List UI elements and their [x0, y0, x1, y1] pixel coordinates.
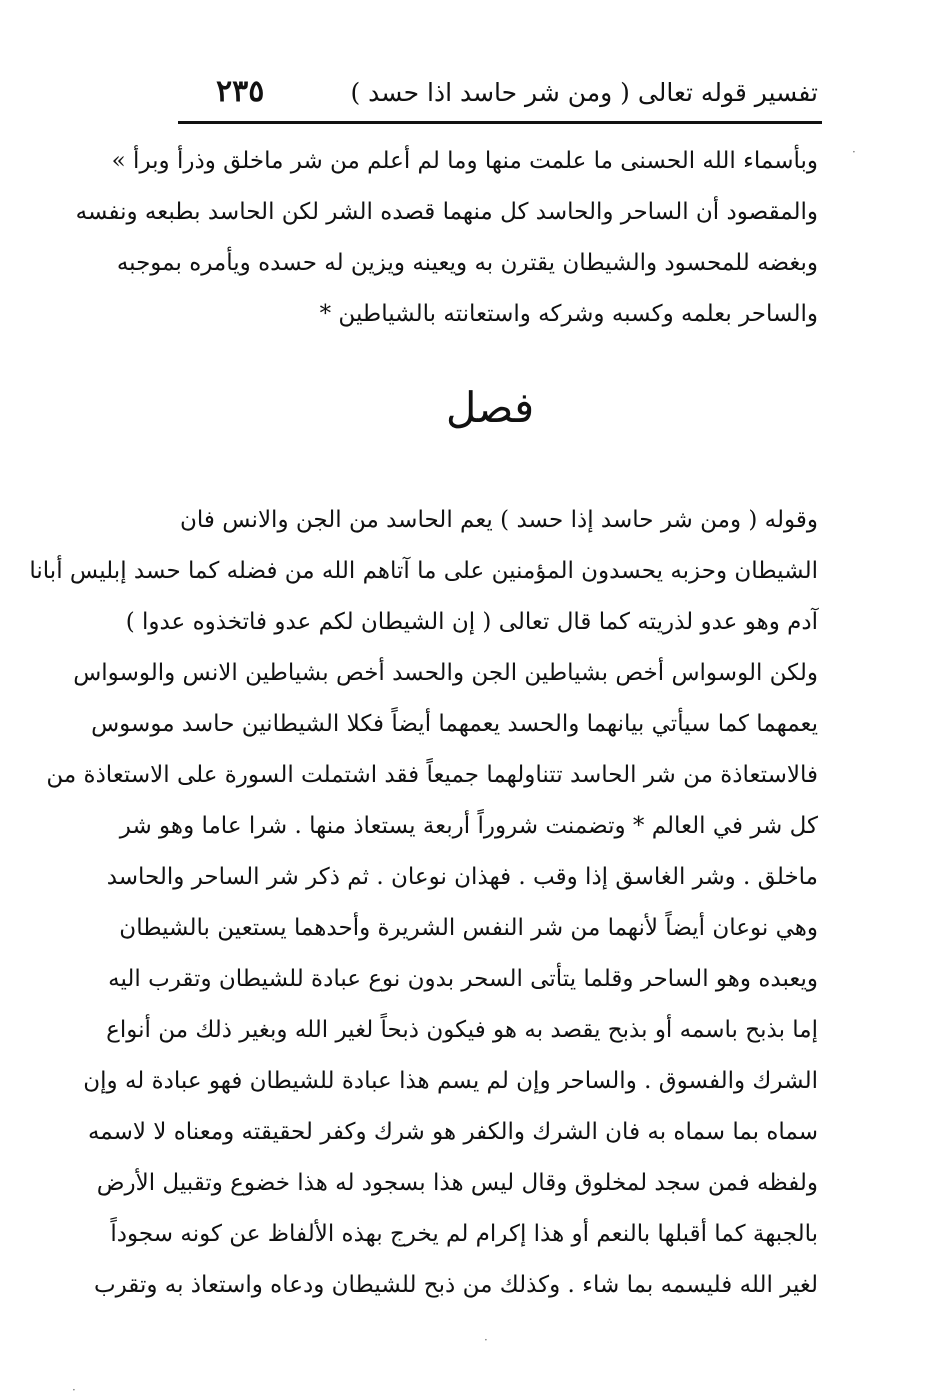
text-line: بالجبهة كما أقبلها بالنعم أو هذا إكرام لم يخرج بهذه الألفاظ عن كونه سجوداً: [110, 1221, 818, 1247]
intro-paragraph: [75, 136, 818, 340]
scan-speck: ·: [852, 145, 856, 159]
scan-speck: ·: [72, 1383, 76, 1397]
text-line: والمقصود أن الساحر والحاسد كل منهما قصده الشر لكن الحاسد بطبعه ونفسه: [75, 199, 818, 225]
text-line: إما بذبح باسمه أو بذبح يقصد به هو فيكون ذبحاً لغير الله وبغير ذلك من أنواع: [106, 1017, 818, 1043]
text-line: كل شر في العالم * وتضمنت شروراً أربعة يستعاذ منها . شرا عاما وهو شر: [119, 813, 818, 839]
text-line: فالاستعاذة من شر الحاسد تتناولهما جميعاً فقد اشتملت السورة على الاستعاذة من: [46, 762, 818, 788]
text-line: سماه بما سماه به فان الشرك والكفر هو شرك وكفر لحقيقته ومعناه لا لاسمه: [87, 1119, 818, 1145]
header-title: تفسير قوله تعالى ( ومن شر حاسد اذا حسد ): [350, 78, 818, 107]
text-line: الشيطان وحزبه يحسدون المؤمنين على ما آتاهم الله من فضله كما حسد إبليس أبانا: [29, 558, 818, 584]
body-paragraph: [29, 495, 818, 1311]
text-line: والساحر بعلمه وكسبه وشركه واستعانته بالشياطين *: [319, 301, 818, 327]
text-line: ويعبده وهو الساحر وقلما يتأتى السحر بدون نوع عبادة للشيطان وتقرب اليه: [108, 966, 818, 992]
scan-speck: ·: [484, 1333, 488, 1347]
text-line: يعمهما كما سيأتي بيانهما والحسد يعمهما أيضاً فكلا الشيطانين حاسد موسوس: [91, 711, 818, 737]
section-heading: فصل: [445, 383, 535, 432]
text-line: ماخلق . وشر الغاسق إذا وقب . فهذان نوعان . ثم ذكر شر الساحر والحاسد: [106, 864, 818, 890]
text-line: وبغضه للمحسود والشيطان يقترن به ويعينه ويزين له حسده ويأمره بموجبه: [116, 250, 818, 276]
running-header: [178, 70, 818, 122]
header-rule: [178, 121, 822, 124]
text-line: الشرك والفسوق . والساحر وإن لم يسم هذا عبادة للشيطان فهو عبادة له وإن: [83, 1068, 818, 1094]
text-line: ولفظه فمن سجد لمخلوق وقال ليس هذا بسجود له هذا خضوع وتقبيل الأرض: [96, 1170, 818, 1196]
page-number: ٢٣٥: [216, 74, 265, 109]
text-line: وقوله ( ومن شر حاسد إذا حسد ) يعم الحاسد من الجن والانس فان: [180, 507, 818, 533]
text-line: آدم وهو عدو لذريته كما قال تعالى ( إن الشيطان لكم عدو فاتخذوه عدوا ): [125, 609, 818, 635]
text-line: ولكن الوسواس أخص بشياطين الجن والحسد أخص بشياطين الانس والوسواس: [73, 660, 818, 686]
text-line: وهي نوعان أيضاً لأنهما من شر النفس الشريرة وأحدهما يستعين بالشيطان: [119, 915, 818, 941]
text-line: لغير الله فليسمه بما شاء . وكذلك من ذبح للشيطان ودعاه واستعاذ به وتقرب: [93, 1272, 818, 1298]
text-line: وبأسماء الله الحسنى ما علمت منها وما لم أعلم من شر ماخلق وذرأ وبرأ »: [111, 148, 818, 174]
